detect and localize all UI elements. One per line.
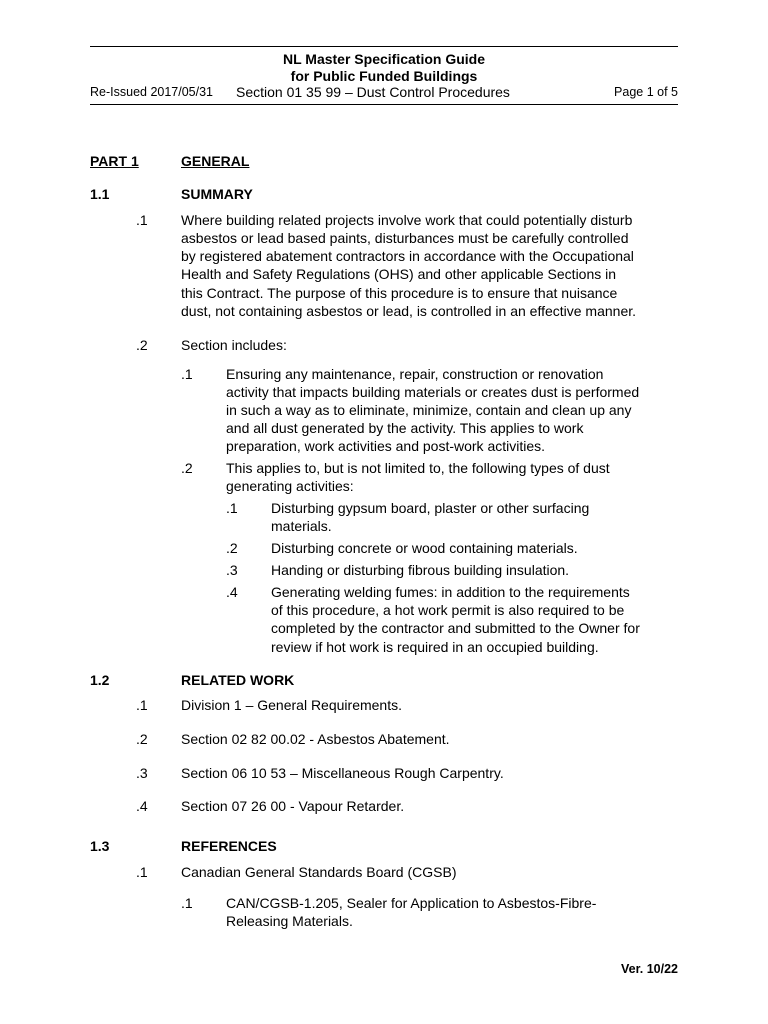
subpara-number: .1 [181,895,193,911]
part-number: PART 1 [90,153,139,169]
subpara-line: in such a way as to eliminate, minimize, contain and clean up any [226,402,632,418]
item-line: of this procedure, a hot work permit is also required to be [271,602,625,618]
section-1-1-number: 1.1 [90,186,110,202]
related-item-text: Section 02 82 00.02 - Asbestos Abatement. [181,731,450,747]
item-number: .2 [226,540,238,556]
para-line: Section includes: [181,337,287,353]
header-title-line2: for Public Funded Buildings [290,68,478,84]
subpara-line: generating activities: [226,478,354,494]
part-title: GENERAL [181,153,250,169]
reissued-date: Re-Issued 2017/05/31 [90,85,214,99]
subpara-number: .2 [181,460,193,476]
section-1-2-title: RELATED WORK [181,672,295,688]
para-line: this Contract. The purpose of this procedure is to ensure that nuisance [181,285,618,301]
para-line: dust, not containing asbestos or lead, is controlled in an effective manner. [181,303,637,319]
subpara-line: and all dust generated by the activity. This applies to work [226,420,584,436]
related-item-number: .2 [136,731,148,747]
para-line: Canadian General Standards Board (CGSB) [181,864,457,880]
subpara-line: CAN/CGSB-1.205, Sealer for Application to Asbestos-Fibre- [226,895,597,911]
item-number: .4 [226,584,238,600]
related-item-text: Division 1 – General Requirements. [181,697,402,713]
subpara-number: .1 [181,366,193,382]
header-info-row [90,84,678,104]
header-bottom-rule [90,104,678,105]
subpara-line: Ensuring any maintenance, repair, construction or renovation [226,366,604,382]
related-item-number: .3 [136,765,148,781]
section-1-3-number: 1.3 [90,838,110,854]
item-line: Disturbing gypsum board, plaster or other surfacing [271,500,590,516]
subpara-line: activity that impacts building materials or creates dust is performed [226,384,640,400]
item-line: review if hot work is required in an occupied building. [271,639,599,655]
related-item-number: .1 [136,697,148,713]
para-line: asbestos or lead based paints, disturbances must be carefully controlled [181,230,629,246]
para-line: Where building related projects involve work that could potentially disturb [181,212,633,228]
version-label: Ver. 10/22 [620,962,678,976]
subpara-line: This applies to, but is not limited to, the following types of dust [226,460,610,476]
item-number: .3 [226,562,238,578]
related-item-number: .4 [136,798,148,814]
para-number: .1 [136,212,148,228]
section-1-2-number: 1.2 [90,672,110,688]
section-1-3-title: REFERENCES [181,838,277,854]
related-item-text: Section 07 26 00 - Vapour Retarder. [181,798,405,814]
para-line: Health and Safety Regulations (OHS) and other applicable Sections in [181,266,617,282]
subpara-line: preparation, work activities and post-work activities. [226,438,546,454]
item-line: materials. [271,518,332,534]
section-title: Section 01 35 99 – Dust Control Procedures [236,84,510,100]
related-item-text: Section 06 10 53 – Miscellaneous Rough Carpentry. [181,765,504,781]
item-line: Disturbing concrete or wood containing materials. [271,540,578,556]
subpara-line: Releasing Materials. [226,913,353,929]
para-number: .1 [136,864,148,880]
para-number: .2 [136,337,148,353]
item-line: completed by the contractor and submitted to the Owner for [271,620,640,636]
item-number: .1 [226,500,238,516]
para-line: by registered abatement contractors in accordance with the Occupational [181,248,634,264]
item-line: Handing or disturbing fibrous building insulation. [271,562,570,578]
header-top-rule [90,46,678,47]
section-1-1-title: SUMMARY [181,186,253,202]
header-title-line1: NL Master Specification Guide [282,51,485,67]
page-number: Page 1 of 5 [614,85,678,99]
item-line: Generating welding fumes: in addition to the requirements [271,584,630,600]
